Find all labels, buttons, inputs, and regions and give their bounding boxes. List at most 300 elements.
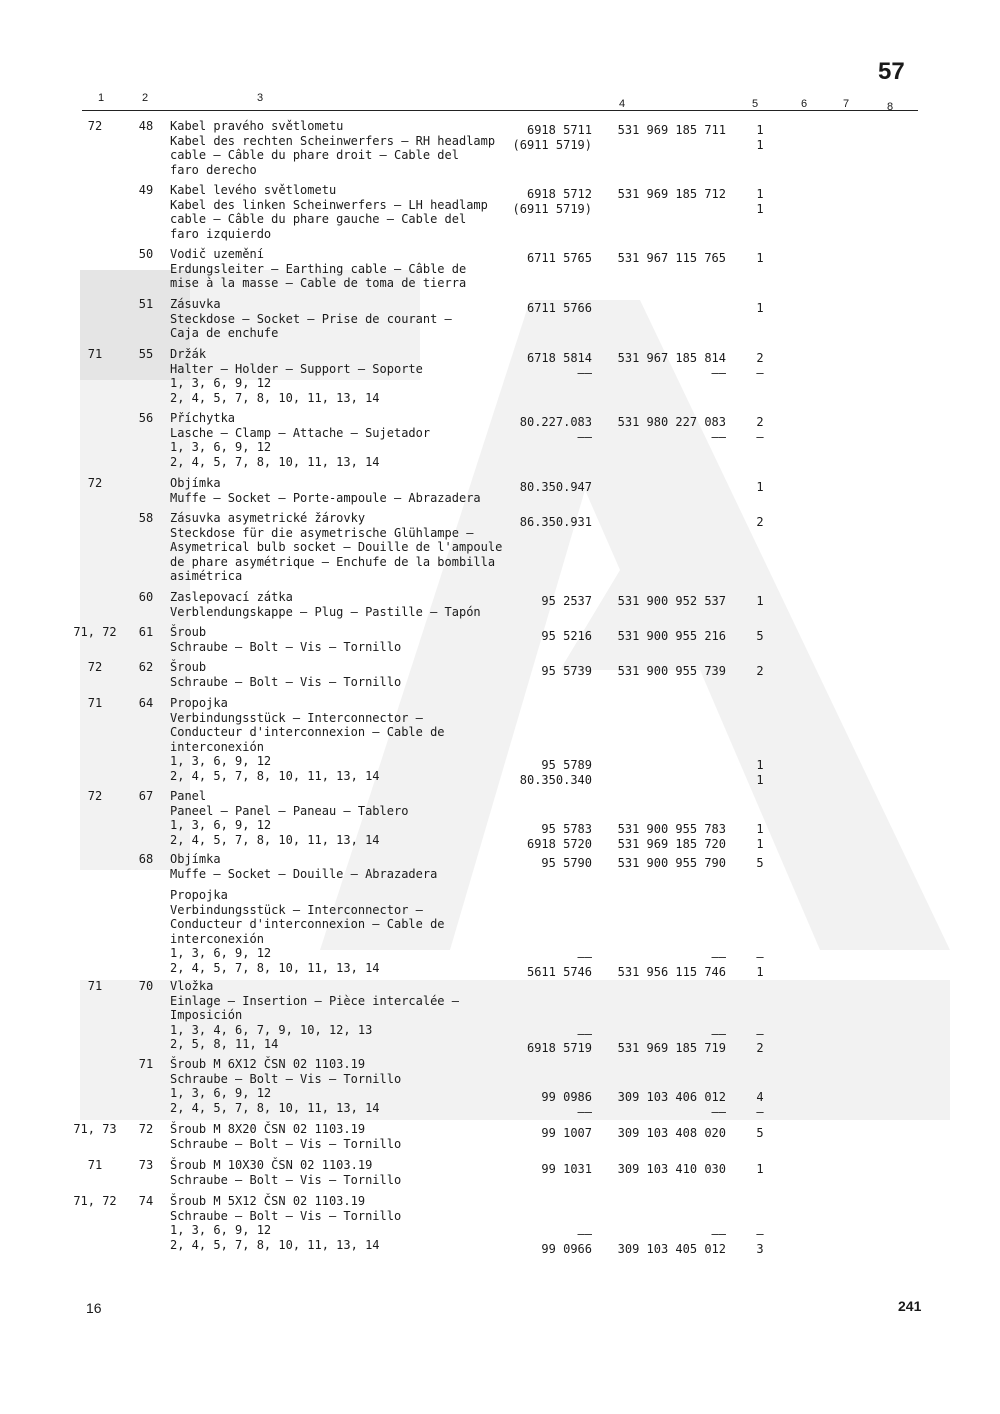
description-line: mise à la masse — Cable de toma de tierra xyxy=(170,276,467,290)
description-line: cable — Câble du phare droit — Cable del xyxy=(170,148,459,162)
catalog-number-line xyxy=(600,998,726,1013)
part-number-line: (6911 5719) xyxy=(512,201,592,216)
part-number-line: 95 5790 xyxy=(541,856,592,870)
position-number: 71 xyxy=(138,1057,154,1071)
part-number-line xyxy=(470,1198,592,1213)
part-number-line: 6918 5719 xyxy=(526,1041,592,1055)
part-number-line: 99 0986 xyxy=(541,1090,592,1104)
description-line: Schraube — Bolt — Vis — Tornillo xyxy=(170,639,402,654)
catalog-number-line xyxy=(600,1198,726,1213)
catalog-number xyxy=(600,793,726,851)
part-number-line: 95 2537 xyxy=(541,594,592,608)
description-line: Schraube — Bolt — Vis — Tornillo xyxy=(170,1136,402,1151)
position-number: 64 xyxy=(138,696,154,710)
quantity-line: 1 xyxy=(756,301,764,315)
quantity-line xyxy=(745,1213,775,1228)
quantity-line: 2 xyxy=(756,515,764,529)
quantity-line: 1 xyxy=(756,772,764,787)
quantity xyxy=(745,594,775,609)
part-number xyxy=(470,1126,592,1141)
description-line: Verbindungsstück — Interconnector — xyxy=(170,902,423,917)
position-number: 70 xyxy=(138,979,154,993)
description-line: 1, 3, 6, 9, 12 xyxy=(170,754,272,768)
quantity xyxy=(745,1126,775,1141)
part-number-line: 6918 5711 xyxy=(526,123,592,137)
part-number xyxy=(470,1198,592,1256)
quantity-line: 1 xyxy=(756,480,764,494)
figure-ref: 72 xyxy=(87,660,103,674)
catalog-number-line: 531 900 955 790 xyxy=(617,856,726,870)
quantity xyxy=(745,892,775,979)
quantity xyxy=(745,700,775,787)
quantity xyxy=(745,480,775,495)
footer-right: 241 xyxy=(898,1298,922,1314)
catalog-number xyxy=(600,856,726,871)
part-number-line: 6918 5712 xyxy=(526,187,592,201)
quantity xyxy=(745,664,775,679)
catalog-number-line xyxy=(600,1012,726,1027)
quantity-line xyxy=(745,729,775,744)
catalog-number-line: 531 969 185 711 xyxy=(617,123,726,137)
quantity xyxy=(745,856,775,871)
part-number xyxy=(470,415,592,444)
part-number-line xyxy=(470,744,592,759)
catalog-number xyxy=(600,1126,726,1141)
figure-ref: 71 xyxy=(87,696,103,710)
quantity xyxy=(745,123,775,152)
figure-ref: 71, 72 xyxy=(73,1194,117,1208)
part-number-line: —— xyxy=(577,1104,592,1119)
quantity-line: 1 xyxy=(756,187,764,201)
catalog-number-line: 531 967 115 765 xyxy=(617,251,726,265)
catalog-number-line xyxy=(600,301,726,316)
part-number-line: —— xyxy=(577,365,592,380)
part-number xyxy=(470,301,592,316)
part-number-line: 95 5783 xyxy=(541,822,592,836)
part-number-line: —— xyxy=(577,950,592,964)
part-number xyxy=(470,1061,592,1119)
catalog-number-line xyxy=(600,793,726,808)
quantity-line: 1 xyxy=(756,251,764,265)
figure-ref: 71, 73 xyxy=(73,1122,117,1136)
description-line: Kabel des rechten Scheinwerfers — RH headlamp xyxy=(170,133,496,148)
part-number-line: 80.350.340 xyxy=(519,772,592,787)
quantity-line xyxy=(745,983,775,998)
description-line: 2, 4, 5, 7, 8, 10, 11, 13, 14 xyxy=(170,390,380,405)
description-line: Verblendungskappe — Plug — Pastille — Tapón xyxy=(170,604,481,619)
description-line: Muffe — Socket — Porte-ampoule — Abrazadera xyxy=(170,490,481,505)
catalog-number xyxy=(600,1198,726,1256)
part-number-line: 95 5739 xyxy=(541,664,592,678)
part-number-line xyxy=(470,729,592,744)
catalog-number-line xyxy=(600,1213,726,1228)
catalog-number-line xyxy=(600,892,726,907)
description-line: 2, 4, 5, 7, 8, 10, 11, 13, 14 xyxy=(170,454,380,469)
quantity xyxy=(745,187,775,216)
description-line: de phare asymétrique — Enchufe de la bombilla xyxy=(170,554,496,569)
description-line: Lasche — Clamp — Attache — Sujetador xyxy=(170,425,431,440)
position-number: 74 xyxy=(138,1194,154,1208)
column-header: 7 xyxy=(843,98,850,110)
part-number-line: 99 1007 xyxy=(541,1126,592,1140)
quantity-line xyxy=(745,1076,775,1091)
quantity xyxy=(745,983,775,1056)
description-line: 1, 3, 6, 9, 12 xyxy=(170,440,272,454)
description-line: Šroub xyxy=(170,625,207,639)
catalog-number xyxy=(600,594,726,609)
description-line: Schraube — Bolt — Vis — Tornillo xyxy=(170,1071,402,1086)
column-header: 5 xyxy=(752,98,759,110)
part-number-line xyxy=(470,998,592,1013)
description-line: Šroub M 10X30 ČSN 02 1103.19 xyxy=(170,1158,373,1172)
catalog-number-line: 309 103 405 012 xyxy=(617,1241,726,1256)
description-line: Asymetrical bulb socket — Douille de l'ampoule xyxy=(170,540,503,554)
description-line: Kabel des linken Scheinwerfers — LH headlamp xyxy=(170,197,488,212)
catalog-number xyxy=(600,187,726,202)
part-number xyxy=(470,700,592,787)
description-line: Kabel pravého světlometu xyxy=(170,119,344,133)
description-line: Držák xyxy=(170,347,207,361)
quantity-line: 1 xyxy=(756,201,764,216)
description-line: Schraube — Bolt — Vis — Tornillo xyxy=(170,1172,402,1187)
part-number-line xyxy=(470,921,592,936)
description-line: 1, 3, 6, 9, 12 xyxy=(170,946,272,960)
figure-ref: 72 xyxy=(87,119,103,133)
description-line: 1, 3, 6, 9, 12 xyxy=(170,376,272,390)
description-line: 2, 4, 5, 7, 8, 10, 11, 13, 14 xyxy=(170,832,380,847)
position-number: 67 xyxy=(138,789,154,803)
quantity-line: 2 xyxy=(756,664,764,678)
catalog-number xyxy=(600,700,726,715)
part-number xyxy=(470,251,592,266)
description-line: Šroub M 5X12 ČSN 02 1103.19 xyxy=(170,1194,366,1208)
footer-left: 16 xyxy=(86,1300,102,1316)
position-number: 72 xyxy=(138,1122,154,1136)
quantity-line: — xyxy=(756,1104,764,1119)
quantity-line: — xyxy=(756,365,764,380)
quantity-line: 1 xyxy=(756,822,764,836)
description-line: faro izquierdo xyxy=(170,226,272,241)
quantity-line: 3 xyxy=(756,1241,764,1256)
quantity-line xyxy=(745,793,775,808)
header-rule xyxy=(82,110,918,111)
description-line: Propojka xyxy=(170,888,228,902)
catalog-number-line xyxy=(600,907,726,922)
description-line: 1, 3, 6, 9, 12 xyxy=(170,818,272,832)
description-line: Conducteur d'interconnexion — Cable de xyxy=(170,725,445,739)
description-line: Schraube — Bolt — Vis — Tornillo xyxy=(170,674,402,689)
quantity-line xyxy=(745,1012,775,1027)
catalog-number-line xyxy=(600,515,726,530)
figure-ref: 72 xyxy=(87,789,103,803)
part-number-line: 6918 5720 xyxy=(526,836,592,851)
catalog-number-line: 531 956 115 746 xyxy=(617,964,726,979)
quantity-line: 2 xyxy=(756,415,764,429)
catalog-number-line: 309 103 410 030 xyxy=(617,1162,726,1176)
part-number xyxy=(470,1162,592,1177)
figure-ref: 71 xyxy=(87,347,103,361)
part-number-line xyxy=(470,907,592,922)
description-line: interconexión xyxy=(170,739,264,754)
catalog-number-line xyxy=(600,1061,726,1076)
catalog-number-line: —— xyxy=(711,950,726,964)
quantity-line xyxy=(745,808,775,823)
part-number-line xyxy=(470,715,592,730)
quantity-line: 2 xyxy=(756,1041,764,1055)
catalog-number-line xyxy=(600,983,726,998)
quantity-line: — xyxy=(756,1026,764,1041)
description-line: Zásuvka xyxy=(170,297,221,311)
catalog-number-line: 531 900 955 739 xyxy=(617,664,726,678)
catalog-number xyxy=(600,251,726,266)
description-line: 2, 4, 5, 7, 8, 10, 11, 13, 14 xyxy=(170,1237,380,1252)
part-number-line: 80.350.947 xyxy=(519,480,592,494)
catalog-number-line: 531 900 952 537 xyxy=(617,594,726,608)
catalog-number xyxy=(600,480,726,495)
column-header: 1 xyxy=(98,92,105,104)
column-header: 4 xyxy=(619,98,626,110)
part-number-line xyxy=(470,808,592,823)
part-number xyxy=(470,629,592,644)
quantity xyxy=(745,1162,775,1177)
catalog-number-line: 531 980 227 083 xyxy=(617,415,726,429)
part-number xyxy=(470,480,592,495)
part-number-line: 6711 5765 xyxy=(526,251,592,265)
part-number-line: 95 5789 xyxy=(541,758,592,772)
part-number xyxy=(470,856,592,871)
quantity-line xyxy=(745,936,775,951)
part-number xyxy=(470,351,592,380)
catalog-number-line xyxy=(600,480,726,495)
part-number-line: 86.350.931 xyxy=(519,515,592,529)
catalog-number-line: 309 103 408 020 xyxy=(617,1126,726,1140)
quantity-line: — xyxy=(756,950,764,964)
figure-ref: 71 xyxy=(87,979,103,993)
part-number-line xyxy=(470,1012,592,1027)
part-number xyxy=(470,123,592,152)
position-number: 55 xyxy=(138,347,154,361)
catalog-number-line: —— xyxy=(711,1026,726,1041)
description-line: Steckdose — Socket — Prise de courant — xyxy=(170,311,452,326)
catalog-number-line: 309 103 406 012 xyxy=(617,1090,726,1104)
description-line: Objímka xyxy=(170,852,221,866)
catalog-number-line: 531 969 185 712 xyxy=(617,187,726,201)
quantity-line xyxy=(745,1198,775,1213)
description-line: 1, 3, 4, 6, 7, 9, 10, 12, 13 xyxy=(170,1022,373,1037)
catalog-number-line xyxy=(600,1076,726,1091)
quantity-line: 1 xyxy=(756,758,764,772)
quantity xyxy=(745,515,775,530)
catalog-number xyxy=(600,892,726,979)
quantity-line xyxy=(745,715,775,730)
catalog-number-line: —— xyxy=(711,1104,726,1119)
position-number: 56 xyxy=(138,411,154,425)
description-line: 2, 4, 5, 7, 8, 10, 11, 13, 14 xyxy=(170,960,380,975)
description-line: Šroub M 8X20 ČSN 02 1103.19 xyxy=(170,1122,366,1136)
quantity-line: — xyxy=(756,429,764,444)
description-line: Imposición xyxy=(170,1008,243,1022)
catalog-number xyxy=(600,1061,726,1119)
description-line: Einlage — Insertion — Pièce intercalée — xyxy=(170,993,459,1008)
catalog-number-line: 531 969 185 720 xyxy=(617,836,726,851)
figure-ref: 71 xyxy=(87,1158,103,1172)
description-line: faro derecho xyxy=(170,162,257,177)
catalog-number xyxy=(600,515,726,530)
description-line: Schraube — Bolt — Vis — Tornillo xyxy=(170,1208,402,1223)
part-number-line xyxy=(470,700,592,715)
catalog-number xyxy=(600,664,726,679)
part-number xyxy=(470,793,592,851)
catalog-number xyxy=(600,351,726,380)
quantity-line: 1 xyxy=(756,1162,764,1176)
quantity-line: 1 xyxy=(756,123,764,137)
description-line: Paneel — Panel — Paneau — Tablero xyxy=(170,803,409,818)
quantity xyxy=(745,351,775,380)
part-number xyxy=(470,515,592,530)
position-number: 61 xyxy=(138,625,154,639)
part-number-line: 6711 5766 xyxy=(526,301,592,315)
position-number: 48 xyxy=(138,119,154,133)
quantity-line xyxy=(745,1061,775,1076)
description-line: Halter — Holder — Support — Soporte xyxy=(170,361,423,376)
column-header: 2 xyxy=(142,92,149,104)
part-number-line: 99 0966 xyxy=(541,1241,592,1256)
description-line: Vložka xyxy=(170,979,214,993)
quantity-line: 5 xyxy=(756,1126,764,1140)
catalog-number-line: —— xyxy=(711,365,726,380)
column-header: 6 xyxy=(801,98,808,110)
position-number: 62 xyxy=(138,660,154,674)
quantity xyxy=(745,415,775,444)
description-line: Muffe — Socket — Douille — Abrazadera xyxy=(170,866,438,881)
quantity-line: 1 xyxy=(756,594,764,608)
quantity-line: — xyxy=(756,1227,764,1241)
part-number-line xyxy=(470,983,592,998)
part-number-line: 99 1031 xyxy=(541,1162,592,1176)
description-line: Šroub M 6X12 ČSN 02 1103.19 xyxy=(170,1057,366,1071)
catalog-number-line xyxy=(600,700,726,715)
quantity-line xyxy=(745,907,775,922)
description-line: asimétrica xyxy=(170,569,243,583)
catalog-number xyxy=(600,983,726,1056)
catalog-number xyxy=(600,629,726,644)
quantity-line: 4 xyxy=(756,1090,764,1104)
page-number: 57 xyxy=(878,58,905,85)
description-line: 1, 3, 6, 9, 12 xyxy=(170,1086,272,1100)
quantity-line: 5 xyxy=(756,856,764,870)
description-line: 2, 4, 5, 7, 8, 10, 11, 13, 14 xyxy=(170,1100,380,1115)
quantity-line: 5 xyxy=(756,629,764,643)
quantity-line xyxy=(745,744,775,759)
quantity xyxy=(745,1061,775,1119)
description-line: interconexión xyxy=(170,931,264,946)
catalog-number xyxy=(600,415,726,444)
description-line: Caja de enchufe xyxy=(170,326,279,340)
description-line: Verbindungsstück — Interconnector — xyxy=(170,710,423,725)
figure-ref: 72 xyxy=(87,476,103,490)
part-number-line: —— xyxy=(577,1026,592,1041)
column-header: 8 xyxy=(887,101,894,113)
part-number xyxy=(470,594,592,609)
quantity xyxy=(745,251,775,266)
quantity-line: 2 xyxy=(756,351,764,365)
part-number-line: 95 5216 xyxy=(541,629,592,643)
quantity xyxy=(745,1198,775,1256)
catalog-number xyxy=(600,123,726,138)
part-number-line: (6911 5719) xyxy=(512,137,592,152)
catalog-number-line xyxy=(600,936,726,951)
position-number: 49 xyxy=(138,183,154,197)
part-number-line xyxy=(470,892,592,907)
part-number xyxy=(470,664,592,679)
catalog-number-line: —— xyxy=(711,1227,726,1241)
position-number: 68 xyxy=(138,852,154,866)
description-line: 1, 3, 6, 9, 12 xyxy=(170,1223,272,1237)
description-line: Objímka xyxy=(170,476,221,490)
quantity-line: 1 xyxy=(756,137,764,152)
description-line: 2, 4, 5, 7, 8, 10, 11, 13, 14 xyxy=(170,768,380,783)
catalog-number-line: —— xyxy=(711,429,726,444)
part-number-line: —— xyxy=(577,1227,592,1241)
description-line: Panel xyxy=(170,789,207,803)
position-number: 58 xyxy=(138,511,154,525)
part-number-line: 6718 5814 xyxy=(526,351,592,365)
catalog-number-line: 531 900 955 216 xyxy=(617,629,726,643)
catalog-number-line: 531 900 955 783 xyxy=(617,822,726,836)
catalog-number-line xyxy=(600,808,726,823)
position-number: 60 xyxy=(138,590,154,604)
part-number-line xyxy=(470,1076,592,1091)
catalog-number-line xyxy=(600,921,726,936)
part-number xyxy=(470,983,592,1056)
quantity xyxy=(745,301,775,316)
part-number-line xyxy=(470,1213,592,1228)
description-line: Kabel levého světlometu xyxy=(170,183,337,197)
part-number-line xyxy=(470,793,592,808)
description-line: Steckdose für die asymetrische Glühlampe — xyxy=(170,525,474,540)
catalog-number xyxy=(600,1162,726,1177)
quantity-line xyxy=(745,921,775,936)
catalog-number xyxy=(600,301,726,316)
quantity-line: 1 xyxy=(756,836,764,851)
catalog-number-line: 531 967 185 814 xyxy=(617,351,726,365)
description-line: Conducteur d'interconnexion — Cable de xyxy=(170,917,445,931)
description-line: Erdungsleiter — Earthing cable — Câble de xyxy=(170,261,467,276)
quantity-line xyxy=(745,998,775,1013)
position-number: 50 xyxy=(138,247,154,261)
description-line: cable — Câble du phare gauche — Cable del xyxy=(170,212,467,226)
part-number-line xyxy=(470,1061,592,1076)
part-number xyxy=(470,187,592,216)
description-line: Vodič uzemění xyxy=(170,247,264,261)
part-number-line: 5611 5746 xyxy=(526,964,592,979)
position-number: 73 xyxy=(138,1158,154,1172)
quantity xyxy=(745,793,775,851)
column-header: 3 xyxy=(257,92,264,104)
description-line: Šroub xyxy=(170,660,207,674)
quantity-line: 1 xyxy=(756,964,764,979)
part-number-line: —— xyxy=(577,429,592,444)
quantity-line xyxy=(745,700,775,715)
part-number-line xyxy=(470,936,592,951)
description-line: Příchytka xyxy=(170,411,236,425)
quantity xyxy=(745,629,775,644)
position-number: 51 xyxy=(138,297,154,311)
quantity-line xyxy=(745,892,775,907)
description-line: Zaslepovací zátka xyxy=(170,590,293,604)
catalog-number-line: 531 969 185 719 xyxy=(617,1041,726,1055)
description-line: Zásuvka asymetrické žárovky xyxy=(170,511,366,525)
